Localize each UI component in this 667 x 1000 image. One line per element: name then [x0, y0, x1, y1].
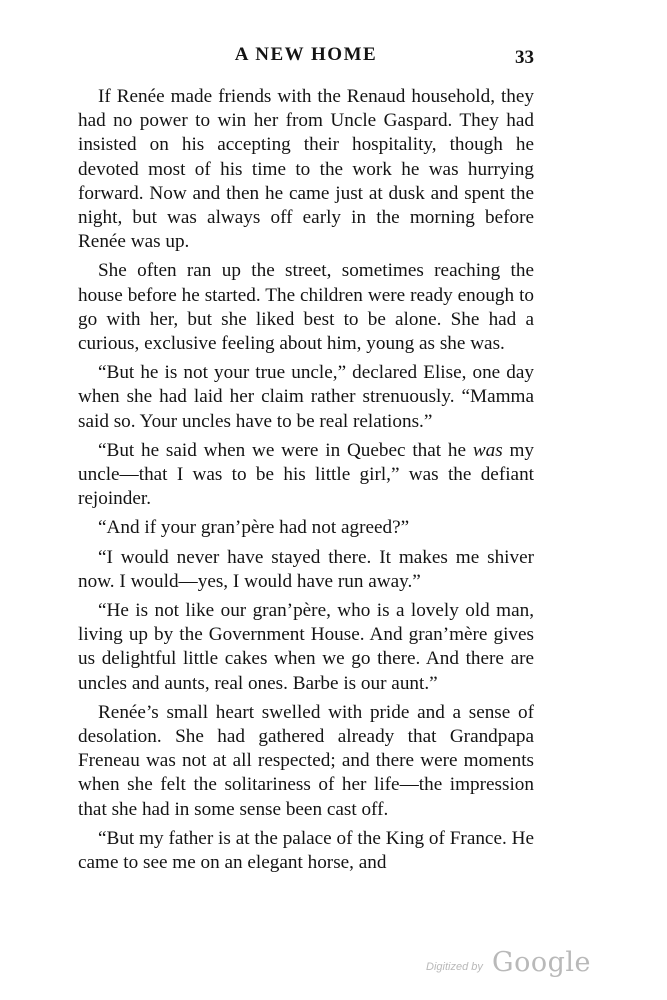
paragraph: “But my father is at the palace of the King of France. He came to see me on an elegant horse, and: [78, 827, 534, 874]
page-number: 33: [515, 47, 534, 68]
paragraph: “And if your gran’père had not agreed?”: [98, 517, 410, 539]
paragraph: If Renée made friends with the Renaud household, they had no power to win her from Uncle Gaspard. They had insisted on his accepting their hospitality, though he devoted most of his time to the work he was hurrying forward. Now and then he came just at dusk and spent the night, but was always off early in the morning before Renée was up.: [78, 86, 534, 253]
chapter-title: A NEW HOME: [234, 44, 378, 65]
google-logo: Google: [492, 947, 591, 978]
paragraph: Renée’s small heart swelled with pride and a sense of desolation. She had gathered already that Grandpapa Freneau was not at all respected; and there were moments when she felt the solitariness of her life—the impression that she had in some sense been cast off.: [78, 701, 534, 820]
paragraph: “But he is not your true uncle,” declared Elise, one day when she had laid her claim rather strenuously. “Mamma said so. Your uncles have to be real relations.”: [78, 362, 534, 432]
paragraph: [78, 439, 534, 512]
paragraph: She often ran up the street, sometimes reaching the house before he started. The children were ready enough to go with her, but she liked best to be alone. She had a curious, exclusive feeling about him, young as she was.: [78, 260, 534, 355]
emphasized-word: was: [472, 439, 503, 461]
paragraph-text: “But he said when we were in Quebec that he: [98, 439, 473, 461]
digitization-watermark: [426, 947, 591, 980]
body-text: [78, 85, 534, 875]
paragraph: “He is not like our gran’père, who is a lovely old man, living up by the Government House. And gran’mère gives us delightful little cakes when we go there. And there are uncles and aunts, real ones. Barbe is our aunt.”: [78, 600, 534, 694]
running-header: [78, 40, 534, 70]
paragraph: “I would never have stayed there. It makes me shiver now. I would—yes, I would have run away.”: [78, 546, 534, 592]
watermark-prefix: Digitized by: [426, 961, 483, 973]
paragraph-text: my uncle—that I was to be his little girl,” was the defiant rejoinder.: [78, 439, 534, 510]
